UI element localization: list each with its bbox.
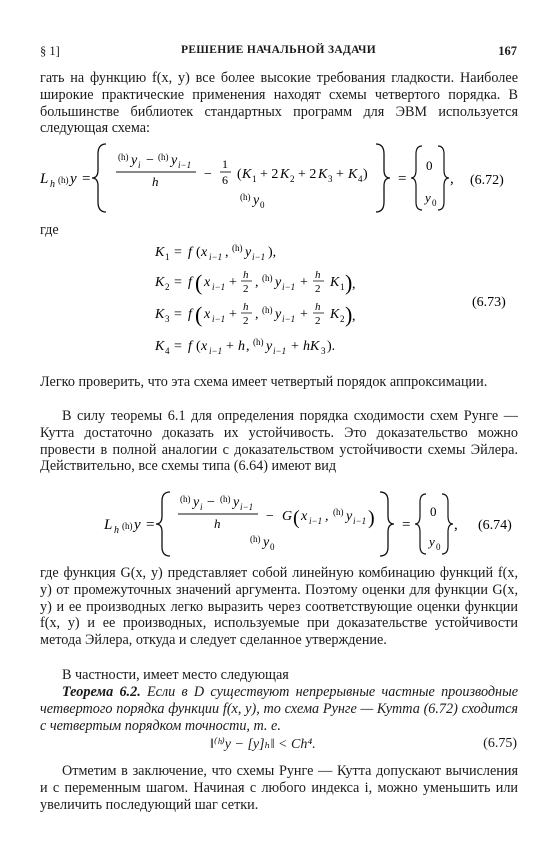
svg-text:=: = (146, 517, 155, 533)
svg-text:=: = (174, 245, 182, 260)
svg-text:0: 0 (270, 542, 275, 552)
svg-text:(: ( (196, 339, 201, 354)
svg-text:hK: hK (303, 339, 320, 354)
svg-text:0: 0 (436, 542, 441, 552)
svg-text:y: y (346, 509, 353, 524)
svg-text:(h): (h) (220, 494, 231, 504)
paragraph-stability: В силу теоремы 6.1 для определения порядка сходимости схем Рунге — Кутта достаточно доказать их устойчивость. Это доказательство можно провести в полной аналогии с доказательством устойчивости схемы Эйлера. Действительно, все схемы типа (6.64) имеют вид (40, 408, 518, 475)
svg-text:=: = (174, 307, 182, 322)
svg-text:h: h (315, 301, 321, 313)
svg-text:h: h (152, 174, 159, 189)
svg-text:,: , (246, 339, 250, 354)
svg-text:i−1: i−1 (353, 516, 367, 526)
svg-text:(h): (h) (253, 337, 264, 347)
equation-6-75 (210, 736, 316, 753)
svg-text:(h): (h) (118, 152, 129, 162)
svg-text:K: K (155, 275, 165, 290)
running-title: РЕШЕНИЕ НАЧАЛЬНОЙ ЗАДАЧИ (181, 44, 376, 56)
svg-text:y: y (425, 190, 431, 205)
equation-6-74 (40, 486, 518, 560)
svg-text:L: L (104, 517, 113, 533)
svg-text:): ) (363, 167, 368, 182)
svg-text:y: y (275, 275, 282, 290)
svg-text:2: 2 (243, 315, 249, 327)
svg-text:): ) (368, 507, 375, 529)
svg-text:+: + (291, 339, 299, 354)
svg-text:(h): (h) (262, 273, 273, 283)
svg-text:,: , (352, 309, 356, 324)
svg-text:,: , (225, 245, 229, 260)
svg-text:(: ( (196, 245, 201, 260)
svg-text:i−1: i−1 (282, 282, 296, 292)
svg-text:h: h (243, 269, 249, 281)
svg-text:i−1: i−1 (212, 314, 226, 324)
equation-6-73 (40, 236, 518, 366)
svg-text:=: = (402, 517, 411, 533)
svg-text:+: + (300, 275, 308, 290)
svg-text:−: − (204, 167, 212, 182)
svg-text:i−1: i−1 (178, 160, 192, 170)
svg-text:).: ). (327, 339, 336, 354)
svg-text:y: y (134, 517, 141, 533)
svg-text:h: h (243, 301, 249, 313)
svg-text:,: , (454, 517, 458, 533)
svg-text:(: ( (195, 302, 203, 327)
svg-text:1: 1 (165, 252, 170, 262)
rhs-top: 0 (426, 158, 433, 173)
svg-text:+: + (336, 167, 344, 182)
svg-text:6: 6 (222, 173, 228, 187)
svg-text:K: K (155, 245, 165, 260)
svg-text:(: ( (237, 167, 242, 182)
svg-text:2: 2 (290, 174, 295, 184)
svg-text:i−1: i−1 (209, 252, 223, 262)
svg-text:K: K (242, 167, 252, 182)
svg-text:(h): (h) (122, 521, 133, 531)
svg-text:4: 4 (165, 346, 170, 356)
svg-text:i−1: i−1 (309, 516, 323, 526)
svg-text:2: 2 (315, 283, 321, 295)
svg-text:=: = (398, 171, 407, 187)
svg-text:y: y (131, 153, 138, 168)
svg-text:i−1: i−1 (212, 282, 226, 292)
svg-text:−: − (266, 509, 274, 524)
svg-text:y: y (193, 495, 200, 510)
equation-number-6-75: (6.75) (483, 736, 517, 751)
svg-text:i: i (200, 502, 203, 512)
svg-text:y: y (266, 339, 273, 354)
svg-text:+ 2: + 2 (298, 167, 317, 182)
svg-text:(h): (h) (250, 534, 261, 544)
page-number: 167 (498, 44, 517, 58)
svg-text:K: K (155, 339, 165, 354)
svg-text:G: G (282, 509, 293, 524)
svg-text:K: K (330, 307, 340, 322)
svg-text:x: x (301, 509, 308, 524)
svg-text:−: − (207, 495, 215, 510)
svg-text:i−1: i−1 (240, 502, 254, 512)
svg-text:1: 1 (222, 157, 228, 171)
theorem-6-2 (40, 684, 518, 734)
svg-text:y: y (429, 534, 435, 549)
svg-text:+: + (229, 307, 237, 322)
svg-text:y: y (245, 245, 252, 260)
equation-6-75-expr: ‖⁽ʰ⁾y − [y]ₕ‖ < Ch⁴. (210, 737, 316, 752)
svg-text:y: y (171, 153, 178, 168)
svg-text:,: , (255, 307, 259, 322)
svg-text:2: 2 (243, 283, 249, 295)
svg-text:0: 0 (432, 198, 437, 208)
svg-text:i−1: i−1 (282, 314, 296, 324)
svg-text:(h): (h) (58, 175, 69, 185)
svg-text:(: ( (293, 507, 300, 529)
svg-text:(h): (h) (232, 243, 243, 253)
svg-text:x: x (204, 275, 211, 290)
svg-text:+: + (229, 275, 237, 290)
svg-text:=: = (82, 171, 91, 187)
svg-text:f: f (188, 307, 192, 322)
svg-text:2: 2 (165, 282, 170, 292)
equation-number-6-73: (6.73) (472, 295, 506, 310)
svg-text:3: 3 (165, 314, 170, 324)
svg-text:K: K (155, 307, 165, 322)
svg-text:2: 2 (315, 315, 321, 327)
svg-text:h: h (238, 339, 245, 354)
svg-text:,: , (255, 275, 259, 290)
paragraph-conclusion: Отметим в заключение, что схемы Рунге — Кутта допускают вычисления и с переменным шагом. Начиная с любого индекса i, можно уменьшить или увеличить последующий шаг сетки. (40, 763, 518, 813)
svg-text:): ) (345, 270, 353, 295)
svg-text:x: x (201, 339, 208, 354)
svg-text:f: f (188, 275, 192, 290)
svg-text:x: x (204, 307, 211, 322)
section-marker: § 1] (40, 44, 60, 58)
svg-text:i: i (138, 160, 141, 170)
equation-number-6-74: (6.74) (478, 518, 512, 533)
svg-text:y: y (263, 535, 270, 550)
svg-text:3: 3 (328, 174, 333, 184)
equation-6-72 (40, 138, 518, 218)
paragraph-g-function: где функция G(x, y) представляет собой линейную комбинацию функций f(x, y) от промежуточных значений аргумента. Поэтому оценки для функции G(x, y) и ее производных легко выразить через соответствующие оценки функции f(x, y) и ее производных, используемые при доказательстве устойчивости метода Эйлера, откуда и следует сделанное утверждение. (40, 565, 518, 649)
paragraph-intro: гать на функцию f(x, y) все более высокие требования гладкости. Наиболее широкие практические применения находят схемы четвертого порядка. В большинстве библиотек стандартных программ для ЭВМ используется следующая схема: (40, 70, 518, 137)
svg-text:1: 1 (340, 282, 345, 292)
svg-text:K: K (280, 167, 290, 182)
equation-number-6-72: (6.72) (470, 173, 504, 188)
svg-text:1: 1 (252, 174, 257, 184)
svg-text:+: + (226, 339, 234, 354)
running-header (40, 44, 517, 62)
theorem-label: Теорема 6.2. (62, 684, 141, 700)
svg-text:y: y (253, 193, 260, 208)
svg-text:i−1: i−1 (209, 346, 223, 356)
svg-text:f: f (188, 245, 192, 260)
svg-text:y: y (70, 171, 77, 187)
svg-text:K: K (318, 167, 328, 182)
theorem-text: Если в D существуют непрерывные частные производные четвертого порядка функции f(x, y), то схема Рунге — Кутта (6.72) сходится с четвертым порядком точности, т. е. (40, 684, 518, 734)
svg-text:,: , (352, 277, 356, 292)
svg-text:2: 2 (340, 314, 345, 324)
svg-text:L: L (40, 171, 49, 187)
svg-text:),: ), (268, 245, 277, 260)
svg-text:): ) (345, 302, 353, 327)
svg-text:0: 0 (260, 200, 265, 210)
svg-text:K: K (348, 167, 358, 182)
svg-text:y: y (275, 307, 282, 322)
svg-text:(h): (h) (240, 192, 251, 202)
svg-text:4: 4 (358, 174, 363, 184)
svg-text:=: = (174, 339, 182, 354)
svg-text:h: h (50, 179, 55, 190)
svg-text:f: f (188, 339, 192, 354)
where-label-1: где (40, 222, 59, 238)
svg-text:y: y (233, 495, 240, 510)
svg-text:,: , (450, 171, 454, 187)
svg-text:(: ( (195, 270, 203, 295)
svg-text:i−1: i−1 (252, 252, 266, 262)
svg-text:−: − (146, 153, 154, 168)
svg-text:3: 3 (321, 346, 326, 356)
svg-text:h: h (315, 269, 321, 281)
svg-text:+ 2: + 2 (260, 167, 279, 182)
svg-text:(h): (h) (262, 305, 273, 315)
svg-text:(h): (h) (180, 494, 191, 504)
svg-text:(h): (h) (333, 507, 344, 517)
svg-text:K: K (330, 275, 340, 290)
rhs-top-674: 0 (430, 504, 437, 519)
svg-text:h: h (114, 525, 119, 536)
paragraph-approximation: Легко проверить, что эта схема имеет четвертый порядок аппроксимации. (40, 374, 488, 390)
svg-text:+: + (300, 307, 308, 322)
svg-text:(h): (h) (158, 152, 169, 162)
paragraph-in-particular: В частности, имеет место следующая (62, 667, 289, 683)
svg-text:x: x (201, 245, 208, 260)
svg-text:i−1: i−1 (273, 346, 287, 356)
svg-text:h: h (214, 516, 221, 531)
svg-text:,: , (325, 509, 329, 524)
svg-text:=: = (174, 275, 182, 290)
